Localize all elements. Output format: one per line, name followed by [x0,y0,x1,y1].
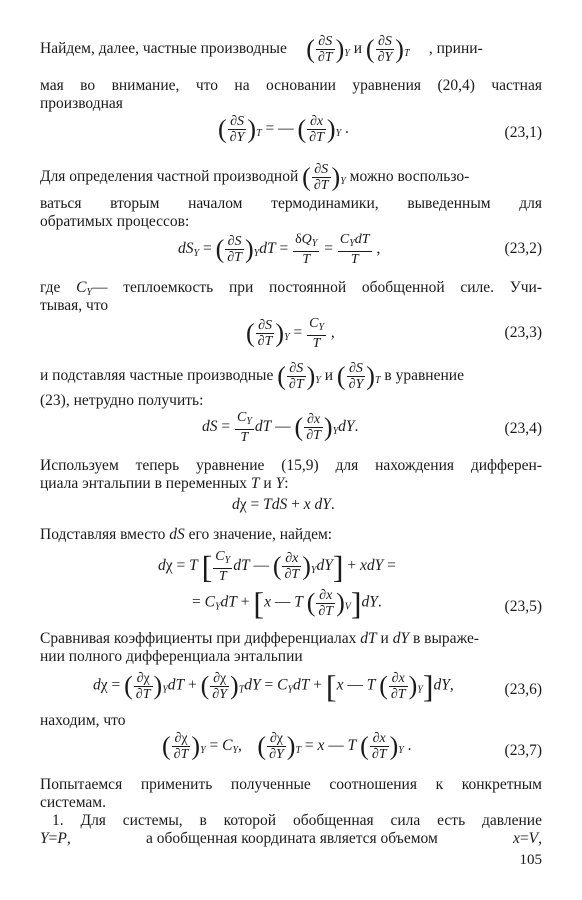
equation-number: (23,6) [504,681,542,698]
equation-number: (23,2) [504,240,542,257]
text-span: 1. Для системы, в которой обобщенная сила есть давление [52,812,542,829]
paragraph-line: циала энтальпии в переменных T и Y: [40,475,289,492]
equation-number: (23,5) [504,598,542,615]
partial-dS-dY-T: ( $\frac{\partial S}{\partial Y}$ )$_T$ [365,34,410,65]
equation-enthalpy-differential: dχ = TdS + x dY. [232,496,335,513]
paragraph-line [40,297,542,315]
equation-23-5-line1: dχ = T [ $\frac{C_Y}{T}$ dT — ( $\frac{\partial x}{\partial T}$ )$_YdY$] + xdY = [158,548,396,585]
text-span: и [380,630,389,647]
partial-dS-dT-Y: ( $\frac{\partial S}{\partial T}$ )$_Y$ [306,34,350,65]
paragraph-line [40,457,542,475]
text-span: , прини- [428,40,483,58]
text-span: Попытаемся применить полученные соотношения к конкретным [40,776,542,793]
paragraph-line [40,213,542,231]
text-span: его значение, найдем: [188,526,333,543]
equation-number: (23,7) [504,742,542,759]
text-span: и подставляя частные производные [40,367,274,385]
paragraph-line [40,77,542,95]
equation-number: (23,3) [504,324,542,341]
text-span: и [263,475,272,492]
text-span: обратимых процессов: [40,213,190,230]
text-span: (23), нетрудно получить: [40,392,204,409]
paragraph-line [40,361,542,392]
paragraph-line [40,392,542,410]
paragraph-line [40,712,542,730]
equation-23-2: $dS_Y$ = ( $\frac{\partial S}{\partial T}$ )$_YdT$ = $\frac{\delta Q_Y}{T}$ = $\frac{C_YdT}{T}$ , [178,232,381,267]
text-span: мая во внимание, что на основании уравнения (20,4) частная [40,77,542,94]
paragraph-line: Подставляя вместо dS его значение, найдем: [40,526,333,543]
partial-dS-dY-T: ( $\frac{\partial S}{\partial Y}$ )$_T$ [336,361,381,392]
paragraph-line [40,776,542,794]
page-number: 105 [519,852,542,868]
equation-23-4: dS = $\frac{C_Y}{T}$ dT — ( $\frac{\partial x}{\partial T}$ )$_YdY$. [202,410,359,445]
paragraph-line [40,34,542,65]
text-span: тывая, что [40,297,109,314]
text-span: в выраже- [412,630,480,647]
text-span: и [324,367,334,385]
paragraph-line [40,162,542,193]
paragraph-line [40,648,542,666]
paragraph-line [52,812,542,830]
text-span: и [353,40,363,58]
text-span: Подставляя вместо [40,526,166,543]
equation-number: (23,1) [504,124,542,141]
text-span: в уравнение [384,367,464,385]
text-span: находим, что [40,712,126,729]
partial-dS-dT-Y: ( $\frac{\partial S}{\partial T}$ )$_Y$ [302,162,346,193]
equation-23-3: ( $\frac{\partial S}{\partial T}$ )$_Y$ = $\frac{C_Y}{T}$ , [246,316,335,351]
equation-number: (23,4) [504,420,542,437]
paragraph-line [40,794,542,812]
paragraph-line: Сравнивая коэффициенты при дифференциалах dT и dY в выраже- [40,630,480,647]
paragraph-line [40,830,542,848]
text-span: системам. [40,794,106,811]
text-span: можно воспользо- [349,168,470,186]
equation-23-7: ( $\frac{\partial\chi}{\partial T}$ )$_Y = C_Y$, ( $\frac{\partial\chi}{\partial Y}$ )$_T = x$ — T ( $\frac{\partial x}{\partial T}$ )$_Y$ . [162,731,412,762]
text-span: нии полного дифференциала энтальпии [40,648,303,665]
equation-23-5-line2: = $C_YdT + [x$ — T ( $\frac{\partial x}{\partial T}$ )$_V]dY$. [192,585,382,621]
text-span: x=V, [513,830,542,847]
text-span: Для определения частной производной [40,168,299,186]
text-span: циала энтальпии в переменных [40,475,248,492]
paragraph-line [40,95,542,113]
text-span: Найдем, далее, частные производные [40,40,287,58]
equation-23-1: ( $\frac{\partial S}{\partial Y}$ )$_T$ = — ( $\frac{\partial x}{\partial T}$ )$_Y$ . [218,114,349,145]
text-span: Y=P, [40,830,71,847]
text-span: а обобщенная координата является объемом [145,830,438,847]
text-span: где [40,279,61,296]
paragraph-line: где $C_Y—$ теплоемкость при постоянной обобщенной силе. Учи- [40,279,543,298]
text-span: Сравнивая коэффициенты при дифференциалах [40,630,357,647]
text-span: ваться вторым началом термодинамики, выведенным для [40,195,542,212]
paragraph-line [40,195,542,213]
partial-dS-dT-Y: ( $\frac{\partial S}{\partial T}$ )$_Y$ [277,361,321,392]
equation-23-6: dχ = ( $\frac{\partial\chi}{\partial T}$ )$_YdT$ + ( $\frac{\partial\chi}{\partial Y}$ )$_TdY = C_YdT + [x$ — T ( $\frac{\partial x}{\partial T}$ )$_Y]dY$, [93,668,454,704]
text-span: производная [40,95,123,112]
text-span: Используем теперь уравнение (15,9) для нахождения дифферен- [40,457,542,474]
text-span: — теплоемкость при постоянной обобщенной силе. Учи- [92,279,543,296]
